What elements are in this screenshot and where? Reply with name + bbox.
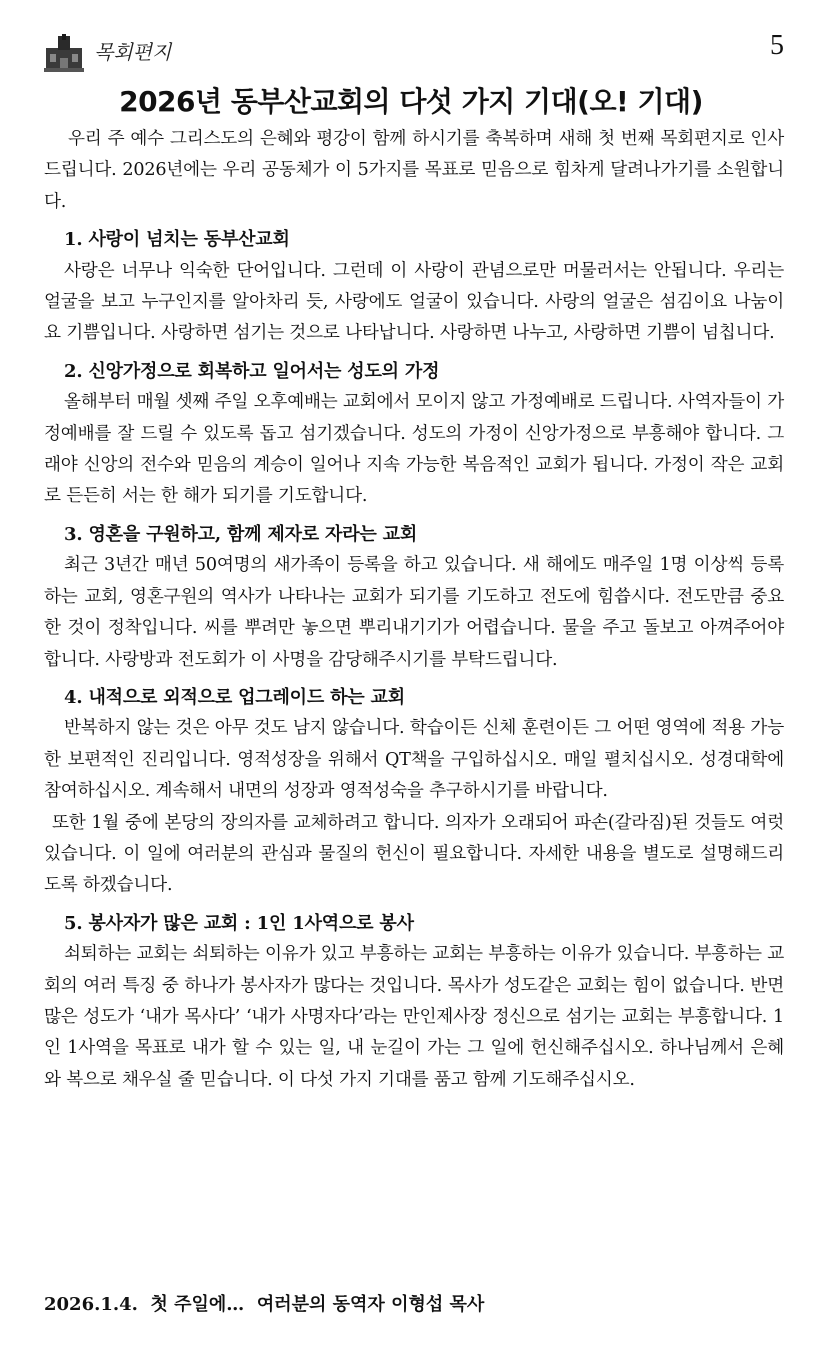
page-header	[44, 30, 784, 76]
section-heading-2: 2. 신앙가정으로 회복하고 일어서는 성도의 가정	[64, 360, 440, 382]
section-body-4: 반복하지 않는 것은 아무 것도 남지 않습니다. 학습이든 신체 훈련이든 그 어떤 영역에 적용 가능한 보편적인 진리입니다. 영적성장을 위해서 QT책을 구입하십시오. 매일 펼치십시오. 성경대학에 참여하십시오. 계속해서 내면의 성장과 영적성숙을 추구하시기를 바랍니다.	[44, 718, 784, 802]
section-body-4b: 또한 1월 중에 본당의 장의자를 교체하려고 합니다. 의자가 오래되어 파손(갈라짐)된 것들도 여럿 있습니다. 이 일에 여러분의 관심과 물질의 헌신이 필요합니다. 자세한 내용을 별도로 설명해드리도록 하겠습니다.	[44, 812, 784, 896]
church-icon	[44, 34, 84, 72]
section-body-3: 최근 3년간 매년 50여명의 새가족이 등록을 하고 있습니다. 새 해에도 매주일 1명 이상씩 등록하는 교회, 영혼구원의 역사가 나타나는 교회가 되기를 기도하고 전도에 힘씁시다. 전도만큼 중요한 것이 정착입니다. 씨를 뿌려만 놓으면 뿌리내기기가 어렵습니다. 물을 주고 돌보고 아껴주어야 합니다. 사랑방과 전도회가 이 사명을 감당해주시기를 부탁드립니다.	[44, 555, 784, 670]
letter-body	[44, 124, 784, 1096]
section-heading-4: 4. 내적으로 외적으로 업그레이드 하는 교회	[64, 686, 405, 708]
page-title: 2026년 동부산교회의 다섯 가지 기대(오! 기대)	[119, 85, 703, 118]
header-label: 목회편지	[94, 40, 172, 64]
section-body-1: 사랑은 너무나 익숙한 단어입니다. 그런데 이 사랑이 관념으로만 머물러서는 안됩니다. 우리는 얼굴을 보고 누구인지를 알아차리 듯, 사랑에도 얼굴이 있습니다. 사랑의 얼굴은 섬김이요 나눔이요 기쁨입니다. 사랑하면 섬기는 것으로 나타납니다. 사랑하면 나누고, 사랑하면 기쁨이 넘칩니다.	[44, 260, 784, 344]
section-heading-1: 1. 사랑이 넘치는 동부산교회	[64, 229, 290, 251]
section-body-2: 올해부터 매월 셋째 주일 오후예배는 교회에서 모이지 않고 가정예배로 드립니다. 사역자들이 가정예배를 잘 드릴 수 있도록 돕고 섬기겠습니다. 성도의 가정이 신앙가정으로 부흥해야 합니다. 그래야 신앙의 전수와 믿음의 계승이 일어나 지속 가능한 복음적인 교회가 됩니다. 가정이 작은 교회로 든든히 서는 한 해가 되기를 기도합니다.	[44, 392, 784, 507]
section-body-5: 쇠퇴하는 교회는 쇠퇴하는 이유가 있고 부흥하는 교회는 부흥하는 이유가 있습니다. 부흥하는 교회의 여러 특징 중 하나가 봉사자가 많다는 것입니다. 목사가 성도같은 교회는 힘이 없습니다. 반면 많은 성도가 ‘내가 목사다’ ‘내가 사명자다’라는 만인제사장 정신으로 섬기는 교회는 부흥합니다. 1인 1사역을 목표로 내가 할 수 있는 일, 내 눈길이 가는 그 일에 헌신해주십시오. 하나님께서 은혜와 복으로 채우실 줄 믿습니다. 이 다섯 가지 기대를 품고 함께 기도해주십시오.	[44, 944, 784, 1090]
section-heading-3: 3. 영혼을 구원하고, 함께 제자로 자라는 교회	[64, 523, 418, 545]
signature-line: 2026.1.4. 첫 주일에… 여러분의 동역자 이형섭 목사	[44, 1294, 485, 1315]
page-number: 5	[770, 30, 784, 61]
intro-paragraph: 우리 주 예수 그리스도의 은혜와 평강이 함께 하시기를 축복하며 새해 첫 번째 목회편지로 인사드립니다. 2026년에는 우리 공동체가 이 5가지를 목표로 믿음으로 힘차게 달려나가기를 소원합니다.	[44, 129, 784, 212]
section-heading-5: 5. 봉사자가 많은 교회 : 1인 1사역으로 봉사	[64, 912, 414, 934]
